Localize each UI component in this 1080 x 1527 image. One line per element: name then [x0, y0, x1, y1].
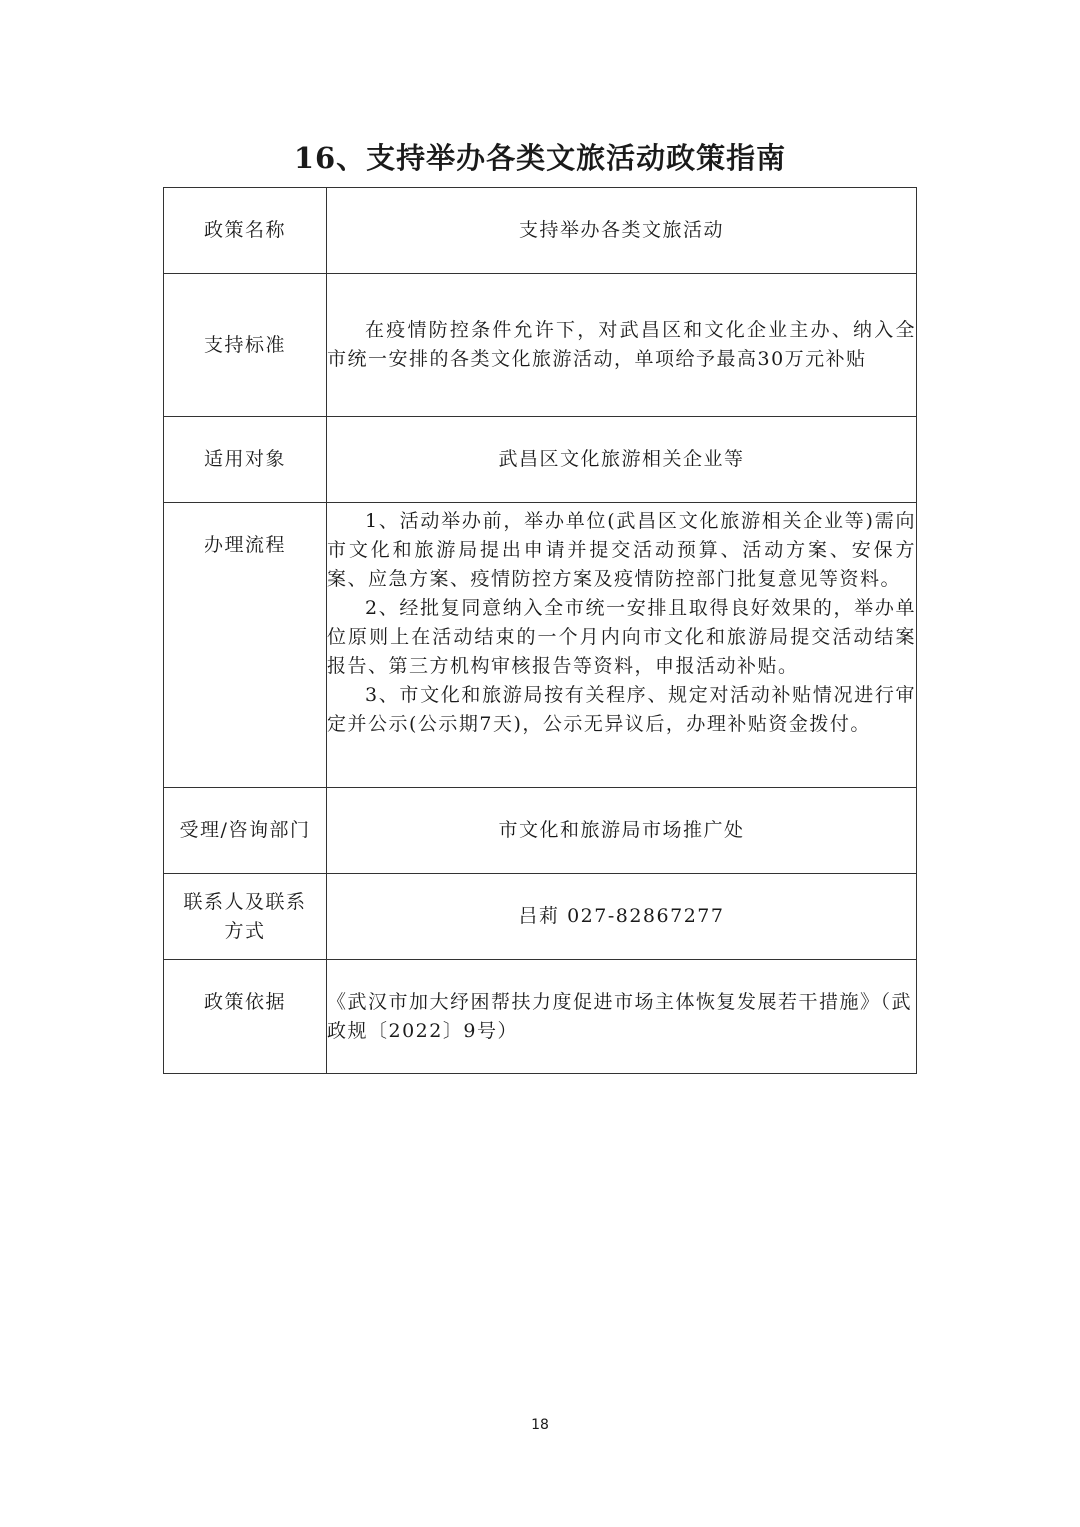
process-step: 2、经批复同意纳入全市统一安排且取得良好效果的，举办单位原则上在活动结束的一个月内向市文化和旅游局提交活动结案报告、第三方机构审核报告等资料，申报活动补贴。 [327, 597, 916, 677]
page-number: 18 [531, 1417, 549, 1433]
row-value: 在疫情防控条件允许下，对武昌区和文化企业主办、纳入全市统一安排的各类文化旅游活动，单项给予最高30万元补贴 [327, 319, 916, 370]
row-label: 政策依据 [164, 960, 327, 1074]
page-title: 16、支持举办各类文旅活动政策指南 [293, 141, 787, 175]
row-value: 支持举办各类文旅活动 [327, 188, 917, 274]
table-row-department [164, 788, 917, 874]
table-row-applicable-object [164, 417, 917, 503]
row-label: 受理/咨询部门 [164, 788, 327, 874]
row-value-cell [327, 274, 917, 417]
row-label: 适用对象 [164, 417, 327, 503]
row-label: 支持标准 [164, 274, 327, 417]
row-label: 联系人及联系方式 [183, 890, 307, 942]
row-label-cell [164, 874, 327, 960]
row-value: 吕莉 027-82867277 [327, 874, 917, 960]
table-row-policy-basis [164, 960, 917, 1074]
row-value: 《武汉市加大纾困帮扶力度促进市场主体恢复发展若干措施》（武政规〔2022〕9号） [327, 960, 917, 1074]
table-row-policy-name [164, 188, 917, 274]
row-value: 市文化和旅游局市场推广处 [327, 788, 917, 874]
row-label: 办理流程 [164, 503, 327, 788]
process-step: 1、活动举办前，举办单位(武昌区文化旅游相关企业等)需向市文化和旅游局提出申请并提交活动预算、活动方案、安保方案、应急方案、疫情防控方案及疫情防控部门批复意见等资料。 [327, 510, 916, 590]
table-row-contact [164, 874, 917, 960]
process-steps [327, 503, 917, 788]
row-value: 武昌区文化旅游相关企业等 [327, 417, 917, 503]
row-label: 政策名称 [164, 188, 327, 274]
process-step: 3、市文化和旅游局按有关程序、规定对活动补贴情况进行审定并公示(公示期7天)，公示无异议后，办理补贴资金拨付。 [327, 684, 916, 735]
table-row-support-standard [164, 274, 917, 417]
table-row-process [164, 503, 917, 788]
policy-guide-table [163, 187, 917, 1074]
